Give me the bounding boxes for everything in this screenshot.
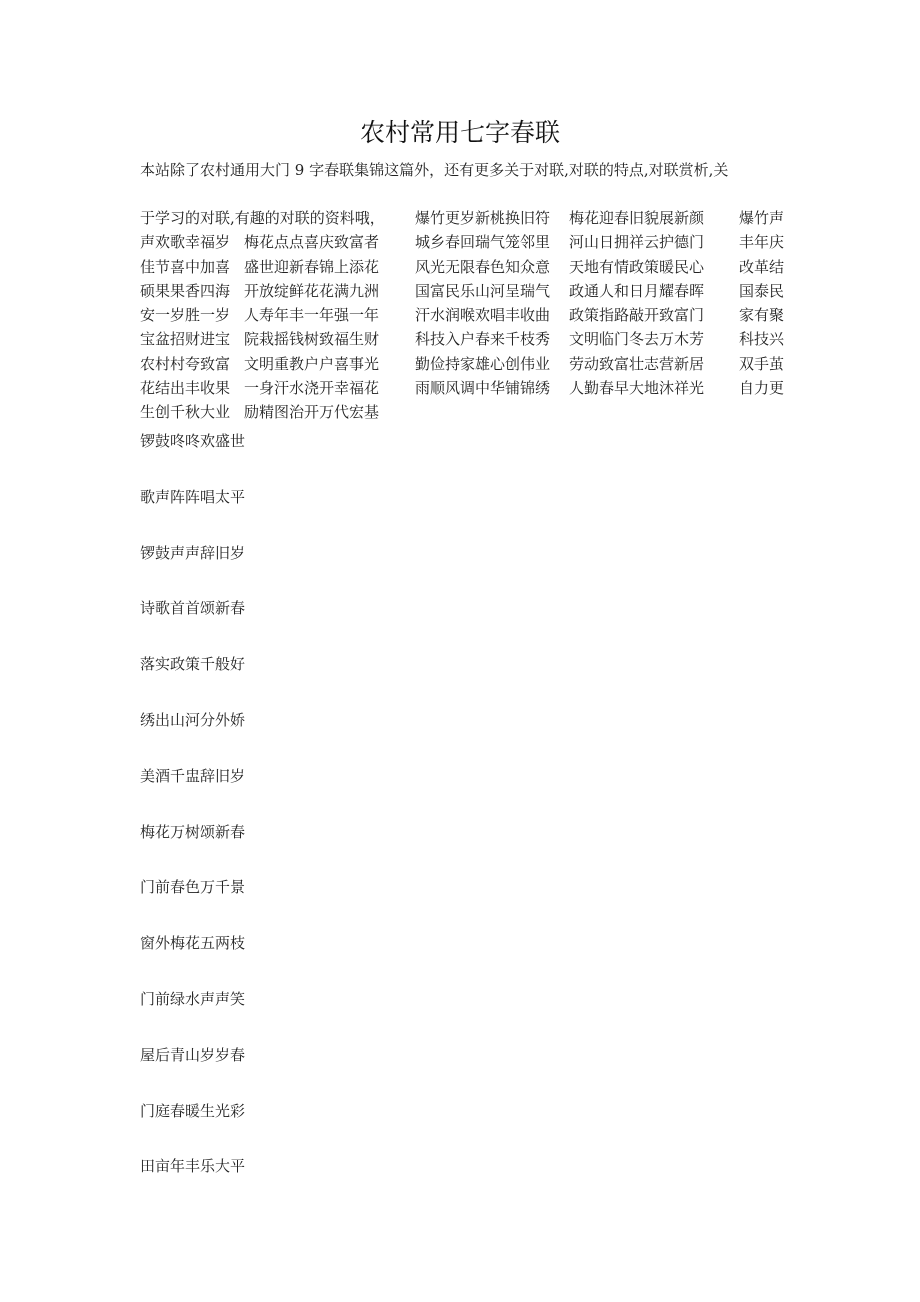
grid-cell: 文明临门冬去万木芳 (569, 330, 705, 349)
couplet-line: 屋后青山岁岁春 (140, 1045, 246, 1064)
intro-paragraph (140, 158, 792, 182)
couplet-grid (140, 206, 800, 425)
grid-cell: 政通人和日月耀春晖 (569, 281, 705, 300)
grid-cell: 科技入户春来千枝秀 (415, 330, 551, 349)
grid-cell: 农村村夸致富 (140, 354, 231, 373)
grid-cell: 勤俭持家雄心创伟业 (415, 354, 551, 373)
grid-cell: 人寿年丰一年强一年 (244, 306, 380, 325)
grid-cell: 梅花迎春旧貌展新颜 (569, 209, 705, 227)
grid-cell: 梅花点点喜庆致富者 (244, 233, 380, 252)
grid-cell: 人勤春早大地沐祥光 (569, 379, 705, 398)
grid-cell: 政策指路敲开致富门 (569, 306, 705, 325)
grid-cell: 文明重教户户喜事光 (244, 354, 380, 373)
grid-cell: 宝盆招财进宝 (140, 330, 231, 349)
couplet-line: 田亩年丰乐大平 (140, 1157, 246, 1176)
grid-cell: 国富民乐山河呈瑞气 (415, 281, 551, 300)
grid-cell: 城乡春回瑞气笼邻里 (415, 233, 551, 252)
grid-row (140, 206, 800, 230)
grid-cell: 河山日拥祥云护德门 (569, 233, 705, 252)
couplet-line: 门前春色万千景 (140, 878, 246, 897)
grid-cell: 自力更 (739, 379, 785, 398)
page-title: 农村常用七字春联 (359, 118, 560, 147)
couplet-line: 诗歌首首颂新春 (140, 599, 246, 618)
grid-cell: 爆竹更岁新桃换旧符 (415, 209, 551, 227)
couplet-line: 门庭春暖生光彩 (140, 1101, 246, 1120)
grid-cell: 院栽摇钱树致福生财 (244, 330, 380, 349)
grid-cell: 一身汗水浇开幸福花 (244, 379, 380, 398)
couplet-line: 门前绿水声声笑 (140, 989, 246, 1008)
couplet-line: 歌声阵阵唱太平 (140, 487, 246, 506)
grid-cell: 天地有情政策暖民心 (569, 257, 705, 276)
grid-cell: 国泰民 (739, 281, 785, 300)
couplet-lines (140, 429, 540, 1210)
grid-cell: 生创千秋大业 (140, 403, 231, 422)
couplet-line: 落实政策千般好 (140, 655, 246, 674)
grid-cell: 盛世迎新春锦上添花 (244, 257, 380, 276)
grid-row (140, 352, 800, 376)
grid-cell: 汗水润喉欢唱丰收曲 (415, 306, 551, 325)
grid-cell: 科技兴 (739, 330, 785, 349)
couplet-line: 梅花万树颂新春 (140, 822, 246, 841)
grid-cell: 家有聚 (739, 306, 785, 325)
grid-cell: 爆竹声 (739, 209, 785, 227)
grid-row (140, 230, 800, 254)
grid-cell: 风光无限春色知众意 (415, 257, 551, 276)
grid-row (140, 303, 800, 327)
grid-cell: 双手茧 (739, 354, 785, 373)
grid-cell: 改革结 (739, 257, 785, 276)
grid-cell: 佳节喜中加喜 (140, 257, 231, 276)
grid-row (140, 327, 800, 351)
couplet-line: 锣鼓声声辞旧岁 (140, 543, 246, 562)
grid-cell: 于学习的对联,有趣的对联的资料哦， (140, 209, 385, 227)
grid-cell: 劳动致富壮志营新居 (569, 354, 705, 373)
grid-cell: 雨顺风调中华铺锦绣 (415, 379, 551, 398)
grid-cell: 励精图治开万代宏基 (244, 403, 380, 422)
grid-cell: 花结出丰收果 (140, 379, 231, 398)
grid-cell: 开放绽鲜花花满九洲 (244, 281, 380, 300)
grid-row (140, 255, 800, 279)
couplet-line: 绣出山河分外娇 (140, 710, 246, 729)
intro-line: 本站除了农村通用大门 9 字春联集锦这篇外，还有更多关于对联,对联的特点,对联赏析,关 (140, 161, 729, 179)
couplet-line: 窗外梅花五两枝 (140, 934, 246, 953)
grid-cell: 硕果果香四海 (140, 281, 231, 300)
couplet-line: 锣鼓咚咚欢盛世 (140, 432, 246, 450)
grid-cell: 声欢歌幸福岁 (140, 233, 231, 252)
grid-row (140, 376, 800, 400)
grid-cell: 丰年庆 (739, 233, 785, 252)
couplet-line: 美酒千盅辞旧岁 (140, 766, 246, 785)
grid-cell: 安一岁胜一岁 (140, 306, 231, 325)
grid-row (140, 279, 800, 303)
grid-row (140, 400, 800, 424)
